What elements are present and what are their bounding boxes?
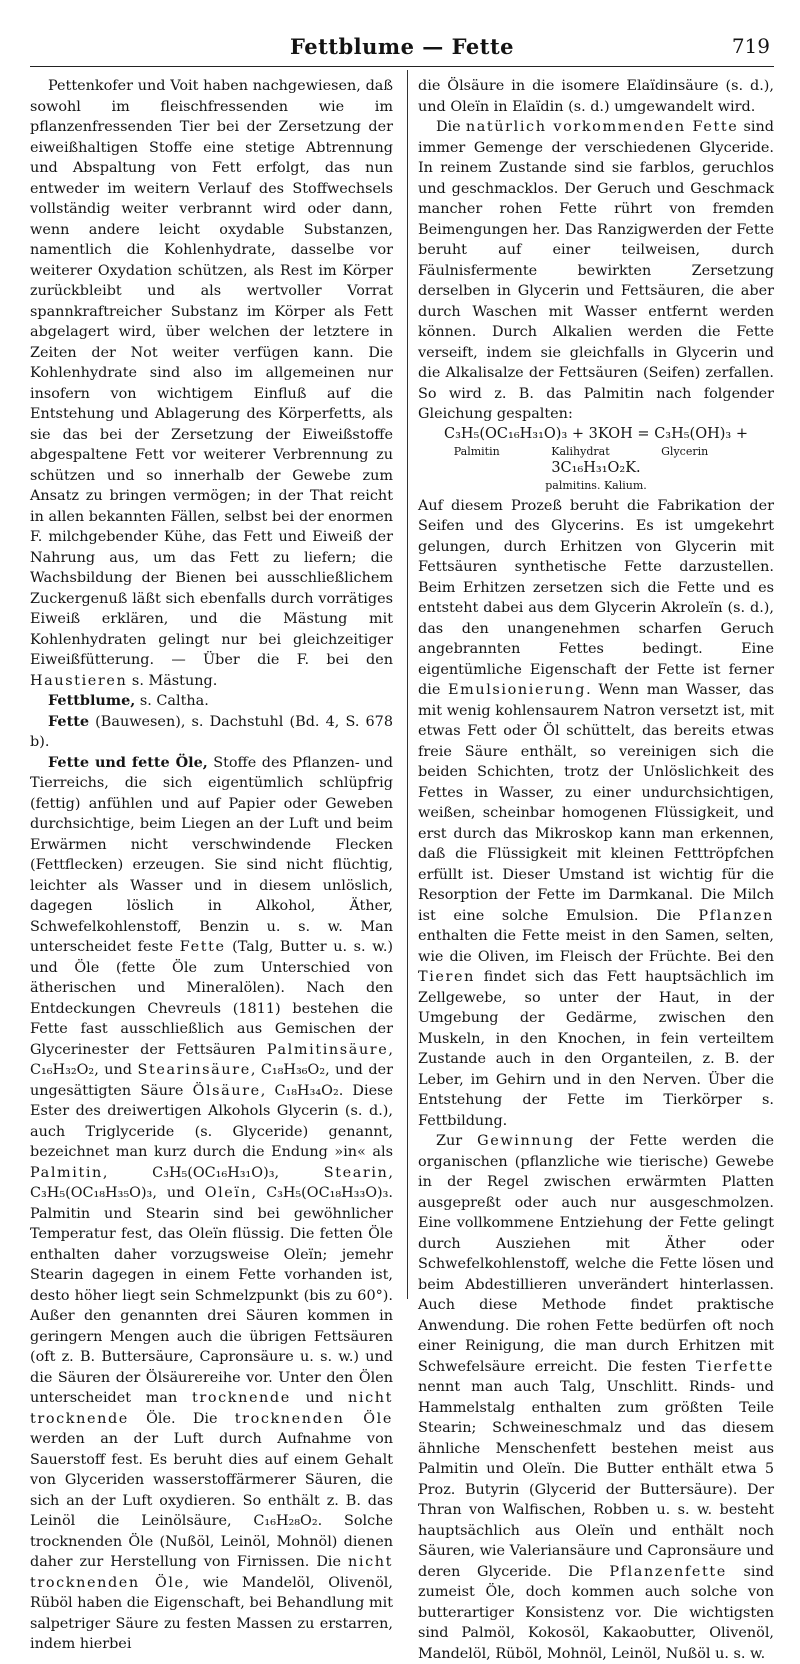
text-run: findet sich das Fett hauptsächlich im Zellgewebe, so unter der Haut, in der Umgebung der Gedärme, zwischen den Muskeln, in den Knochen, in fein verteiltem Zustande auch in den Organteilen, z. B. der Leber, im Gehirn und in den Nerven. Über die Entstehung der Fette im Tierkörper s. Fettbildung.	[418, 969, 774, 1129]
text-run: , C₁₆H₃₂O₂, und	[30, 1042, 393, 1079]
formula-labels	[418, 443, 774, 460]
text-run: enthalten die Fette meist in den Samen, selten, wie die Oliven, im Fleisch der Früchte. Bei den	[418, 928, 774, 965]
right-column	[418, 76, 774, 1664]
spaced-term: natürlich vorkommenden Fette	[466, 119, 738, 135]
headword: Fette und fette Öle,	[48, 754, 208, 771]
text-run: , C₃H₅(OC₁₈H₃₅O)₃, und	[30, 1165, 393, 1202]
text-run: , wie Mandelöl, Olivenöl, Rüböl haben die Eigenschaft, bei Behandlung mit salpetriger Säure zu festen Massen zu erstarren, indem hierbei	[30, 1575, 393, 1653]
spaced-term: Tieren	[418, 969, 475, 985]
paragraph-r3	[418, 496, 774, 1132]
spaced-term: Palmitinsäure	[267, 1042, 389, 1058]
spaced-term: Oleïn	[205, 1185, 252, 1201]
spaced-term: Haustieren	[30, 673, 127, 689]
paragraph-p1	[30, 76, 393, 691]
text-run: Pettenkofer und Voit haben nachgewiesen, daß sowohl im fleischfressenden wie im pflanzenfressenden Tier bei der Zersetzung der eiweißhaltigen Stoffe eine stetige Abtrennung und Abspaltung von Fett erfolgt, das nun entweder im weitern Verlauf des Stoffwechsels vollständig weiter verbrannt wird oder dann, wenn andere leicht oxydable Substanzen, namentlich die Kohlenhydrate, dasselbe vor weiterer Oxydation schützen, als Rest im Körper zurückbleibt und als wertvoller Vorrat spannkraftreicher Substanz im Körper als Fett abgelagert wird, über welchen der letztere in Zeiten der Not weiter verfügen kann. Die Kohlenhydrate sind also im allgemeinen nur insofern von wichtigem Einfluß auf die Entstehung und Ablagerung des Körperfetts, als sie das bei der Zersetzung der Eiweißstoffe abgespaltene Fett vor weiterer Verbrennung zu schützen und so innerhalb der Gewebe zum Ansatz zu bringen vermögen; in der That reicht in allen bekannten Fällen, selbst bei der enormen F. milchgebender Kühe, das Fett und Eiweiß der Nahrung aus, um das Fett zu liefern; die Wachsbildung der Bienen bei ausschließlichem Zuckergenuß läßt sich ebenfalls durch vorrätiges Eiweiß erklären, und die Mästung mit Kohlenhydraten gelingt nur bei gleichzeitiger Eiweißfütterung. — Über die F. bei den	[30, 78, 393, 668]
spaced-term: nicht trocknende	[30, 1390, 393, 1427]
formula-line-2: 3C₁₆H₃₁O₂K.	[418, 460, 774, 477]
paragraph-p2	[30, 691, 393, 712]
text-run: Auf diesem Prozeß beruht die Fabrikation der Seifen und des Glycerins. Es ist umgekehrt gelungen, durch Erhitzen von Glycerin mit Fettsäuren synthetische Fette darzustellen. Beim Erhitzen zersetzen sich die Fette und es entsteht dabei aus dem Glycerin Akroleïn (s. d.), das den unangenehmen scharfen Geruch angebrannten Fettes bedingt. Eine eigentümliche Eigenschaft der Fette ist ferner die	[418, 498, 774, 699]
paragraph-r4	[418, 1131, 774, 1664]
spaced-term: Emulsionierung	[448, 682, 586, 698]
text-run: Zur	[436, 1133, 477, 1149]
text-run: die Ölsäure in die isomere Elaïdinsäure (s. d.), und Oleïn in Elaïdin (s. d.) umgewandelt wird.	[418, 78, 774, 115]
formula-label: Glycerin	[661, 443, 708, 460]
spaced-term: Gewinnung	[477, 1133, 575, 1149]
right-column-bottom	[418, 496, 774, 1664]
spaced-term: nicht trocknenden Öle	[30, 1554, 393, 1591]
formula-line-1: C₃H₅(OC₁₆H₃₁O)₃ + 3KOH = C₃H₅(OH)₃ +	[418, 426, 774, 443]
formula-label: Kalihydrat	[551, 443, 609, 460]
spaced-term: Stearin	[324, 1165, 389, 1181]
headword: Fette	[48, 713, 89, 730]
running-title: Fettblume — Fette	[30, 34, 774, 59]
text-run: sind zumeist Öle, doch kommen auch solche von butterartiger Konsistenz vor. Die wichtigsten sind Palmöl, Kokosöl, Kakaobutter, Olivenöl, Mandelöl, Rüböl, Mohnöl, Leinöl, Nußöl u. s. w.	[418, 1564, 774, 1662]
text-run: . Wenn man Wasser, das mit wenig kohlensaurem Natron versetzt ist, mit etwas Fett oder Öl schüttelt, das bereits etwas freie Säure enthält, so vereinigen sich die beiden Schichten, trotz der Unlöslichkeit des Fettes in Wasser, zu einer undurchsichtigen, weißen, scheinbar homogenen Flüssigkeit, und erst durch das Mikroskop kann man erkennen, daß die Flüssigkeit mit kleinen Fetttröpfchen erfüllt ist. Dieser Umstand ist wichtig für die Resorption der Fette im Darmkanal. Die Milch ist eine solche Emulsion. Die	[418, 682, 774, 924]
running-header	[30, 34, 774, 64]
spaced-term: Fette	[180, 939, 226, 955]
formula-label: Palmitin	[454, 443, 500, 460]
text-run: (Bauwesen), s. Dachstuhl (Bd. 4, S. 678 b).	[30, 714, 393, 751]
text-run: , C₁₈H₃₄O₂. Diese Ester des dreiwertigen Alkohols Glycerin (s. d.), auch Triglyceride (s. Glyceride) genannt, bezeichnet man kurz durch die Endung »in« als	[30, 1083, 393, 1161]
right-column-top	[418, 76, 774, 425]
headword: Fettblume,	[48, 692, 135, 709]
text-run: (Talg, Butter u. s. w.) und Öle (fette Öle zum Unterschied von ätherischen und Mineralölen). Nach den Entdeckungen Chevreuls (1811) bestehen die Fette fast ausschließlich aus Gemischen der Glycerinester der Fettsäuren	[30, 939, 393, 1058]
header-rule	[30, 66, 774, 67]
text-run: sind immer Gemenge der verschiedenen Glyceride. In reinem Zustande sind sie farblos, geruchlos und geschmacklos. Der Geruch und Geschmack mancher rohen Fette rührt von fremden Beimengungen her. Das Ranzigwerden der Fette beruht auf einer teilweisen, durch Fäulnisfermente bewirkten Zersetzung derselben in Glycerin und Fettsäuren, die aber durch Waschen mit Wasser entfernt werden können. Durch Alkalien werden die Fette verseift, indem sie gleichfalls in Glycerin und die Alkalisalze der Fettsäuren (Seifen) zerfallen. So wird z. B. das Palmitin nach folgender Gleichung gespalten:	[418, 119, 774, 422]
text-run: und	[291, 1390, 348, 1406]
text-run: Stoffe des Pflanzen- und Tierreichs, die sich eigentümlich schlüpfrig (fettig) anfühlen und auf Papier oder Geweben durchsichtige, beim Liegen an der Luft und beim Erwärmen nicht verschwindende Flecken (Fettflecken) erzeugen. Sie sind nicht flüchtig, leichter als Wasser und in diesem unlöslich, dagegen löslich in Alkohol, Äther, Schwefelkohlenstoff, Benzin u. s. w. Man unterscheidet feste	[30, 755, 393, 956]
left-column	[30, 76, 393, 1655]
page-number: 719	[732, 34, 770, 58]
spaced-term: trocknenden Öle	[235, 1411, 393, 1427]
text-run: , C₃H₅(OC₁₆H₃₁O)₃,	[103, 1165, 324, 1181]
text-run: , C₃H₅(OC₁₈H₃₃O)₃. Palmitin und Stearin sind bei gewöhnlicher Temperatur fest, das Oleïn flüssig. Die fetten Öle enthalten daher vorzugsweise Oleïn; jemehr Stearin dagegen in einem Fette vorhanden ist, desto höher liegt sein Schmelzpunkt (bis zu 60°). Außer den genannten drei Säuren kommen in geringern Mengen auch die übrigen Fettsäuren (oft z. B. Buttersäure, Capronsäure u. s. w.) und die Säuren der Ölsäurereihe vor. Unter den Ölen unterscheidet man	[30, 1185, 393, 1406]
spaced-term: Palmitin	[30, 1165, 103, 1181]
spaced-term: Pflanzenfette	[609, 1564, 727, 1580]
text-run: s. Caltha.	[135, 693, 209, 709]
paragraph-p4	[30, 753, 393, 1655]
spaced-term: Tierfette	[696, 1359, 774, 1375]
saponification-formula	[418, 426, 774, 494]
text-run: nennt man auch Talg, Unschlitt. Rinds- und Hammelstalg enthalten zum größten Teile Stearin; Schweineschmalz und das diesem ähnliche Menschenfett bestehen meist aus Palmitin und Oleïn. Die Butter enthält etwa 5 Proz. Butyrin (Glycerid der Buttersäure). Der Thran von Walfischen, Robben u. s. w. besteht hauptsächlich aus Oleïn und enthält noch Säuren, wie Valeriansäure und Capronsäure und deren Glyceride. Die	[418, 1379, 774, 1580]
text-run: Öle. Die	[129, 1411, 235, 1427]
paragraph-p3	[30, 712, 393, 753]
text-run: Die	[436, 119, 466, 135]
text-run: , C₁₈H₃₆O₂, und der ungesättigten Säure	[30, 1062, 393, 1099]
paragraph-r2	[418, 117, 774, 425]
text-run: s. Mästung.	[127, 673, 217, 689]
text-run: der Fette werden die organischen (pflanzliche wie tierische) Gewebe in der Regel zwischen erwärmten Platten ausgepreßt oder auch nur ausgeschmolzen. Eine vollkommene Entziehung der Fette gelingt durch Ausziehen mit Äther oder Schwefelkohlenstoff, welche die Fette lösen und beim Abdestillieren unverändert hinterlassen. Auch diese Methode findet praktische Anwendung. Die rohen Fette bedürfen oft noch einer Reinigung, die man durch Erhitzen mit Schwefelsäure erreicht. Die festen	[418, 1133, 774, 1375]
text-run: werden an der Luft durch Aufnahme von Sauerstoff fest. Es beruht dies auf einem Gehalt von Glyceriden wasserstoffärmerer Säuren, die sich an der Luft oxydieren. So enthält z. B. das Leinöl die Leinölsäure, C₁₆H₂₈O₂. Solche trocknenden Öle (Nußöl, Leinöl, Mohnöl) dienen daher zur Herstellung von Firnissen. Die	[30, 1431, 393, 1570]
formula-label-2: palmitins. Kalium.	[418, 477, 774, 494]
spaced-term: Stearinsäure	[138, 1062, 251, 1078]
spaced-term: trocknende	[192, 1390, 291, 1406]
column-divider	[407, 70, 408, 1299]
spaced-term: Pflanzen	[698, 908, 774, 924]
spaced-term: Ölsäure	[193, 1083, 261, 1099]
paragraph-r1	[418, 76, 774, 117]
